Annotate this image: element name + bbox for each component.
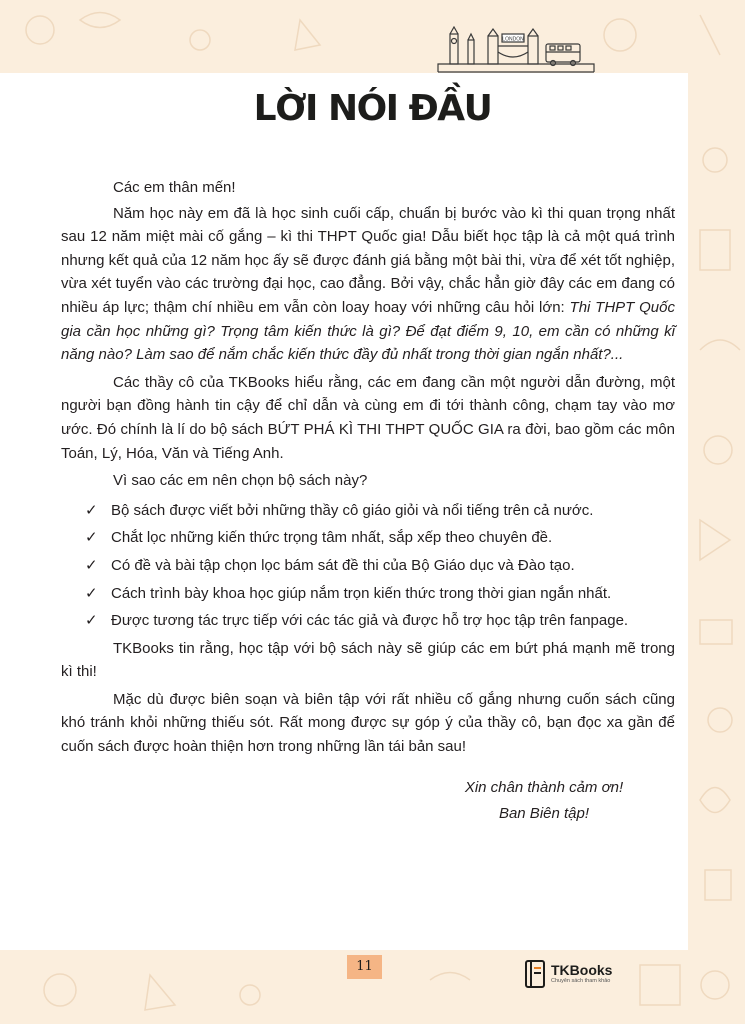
paragraph-apology: Mặc dù được biên soạn và biên tập với rất nhiều cố gắng nhưng cuốn sách cũng khó tránh khỏi những thiếu sót. Rất mong được sự góp ý của thầy cô, bạn đọc xa gần để cuốn sách được hoàn thiện hơn trong những lần tái bản sau! xyxy=(61,690,675,756)
reason-text: Bộ sách được viết bởi những thầy cô giáo giỏi và nổi tiếng trên cả nước. xyxy=(111,501,594,519)
book-logo-icon xyxy=(525,959,547,989)
paragraph-intro xyxy=(61,202,675,367)
tkbooks-logo xyxy=(525,957,612,991)
check-icon: ✓ xyxy=(85,556,98,574)
reason-text: Chắt lọc những kiến thức trọng tâm nhất, sắp xếp theo chuyên đề. xyxy=(111,529,553,547)
list-item xyxy=(61,609,675,633)
logo-tagline: Chuyên sách tham khảo xyxy=(551,978,611,984)
logo-name-tk: TK xyxy=(551,962,570,978)
reason-text: Có đề và bài tập chọn lọc bám sát đề thi của Bộ Giáo dục và Đào tạo. xyxy=(111,556,575,574)
question-heading: Vì sao các em nên chọn bộ sách này? xyxy=(113,472,368,490)
logo-name-books: Books xyxy=(569,962,613,978)
page-number: 11 xyxy=(347,955,382,979)
check-icon: ✓ xyxy=(85,529,98,547)
page-title: LỜI NÓI ĐẦU xyxy=(253,88,492,129)
signature-editors: Ban Biên tập! xyxy=(498,805,590,822)
paragraph-intro-text: Năm học này em đã là học sinh cuối cấp, chuẩn bị bước vào kì thi quan trọng nhất sau 12 năm miệt mài cố gắng – kì thi THPT Quốc gia! Dẫu biết học tập là cả một quá trình nhưng kết quả của 12 năm học ấy sẽ được đánh giá bằng một bài thi, vừa để xét tốt nghiệp, vừa xét tuyển vào các trường đại học, cao đẳng. Bởi vậy, chắc hẳn giờ đây các em đang có nhiều áp lực; thậm chí nhiều em vẫn còn loay hoay với những câu hỏi lớn: xyxy=(61,204,675,316)
check-icon: ✓ xyxy=(85,612,98,630)
foreword-body xyxy=(61,176,675,763)
reason-text: Cách trình bày khoa học giúp nắm trọn kiến thức trong thời gian ngắn nhất. xyxy=(111,584,612,602)
reasons-list xyxy=(61,499,675,633)
london-skyline-icon xyxy=(436,26,596,76)
check-icon: ✓ xyxy=(85,501,98,519)
list-item xyxy=(61,554,675,578)
check-icon: ✓ xyxy=(85,584,98,602)
list-item xyxy=(61,526,675,550)
paragraph-intro-questions: Thi THPT Quốc gia cần học những gì? Trọng tâm kiến thức là gì? Để đạt điểm 9, 10, em cần có những kĩ năng nào? Làm sao để nắm chắc kiến thức đầy đủ nhất trong thời gian ngắn nhất?... xyxy=(61,298,675,364)
list-item xyxy=(61,499,675,523)
london-sign: LONDON xyxy=(502,36,524,43)
reason-text: Được tương tác trực tiếp với các tác giả và được hỗ trợ học tập trên fanpage. xyxy=(111,612,629,630)
paragraph-belief: TKBooks tin rằng, học tập với bộ sách này sẽ giúp các em bứt phá mạnh mẽ trong kì thi! xyxy=(61,639,675,681)
list-item xyxy=(61,582,675,606)
signature-thanks: Xin chân thành cảm ơn! xyxy=(464,779,624,796)
greeting: Các em thân mến! xyxy=(113,179,236,196)
signature-block xyxy=(440,775,648,827)
paragraph-tkbooks: Các thầy cô của TKBooks hiểu rằng, các em đang cần một người dẫn đường, một người bạn đồng hành tin cậy để chỉ dẫn và cùng em đi tới thành công, chạm tay vào mơ ước. Đó chính là lí do bộ sách BỨT PHÁ KÌ THI THPT QUỐC GIA ra đời, bao gồm các môn Toán, Lý, Hóa, Văn và Tiếng Anh. xyxy=(61,373,675,462)
